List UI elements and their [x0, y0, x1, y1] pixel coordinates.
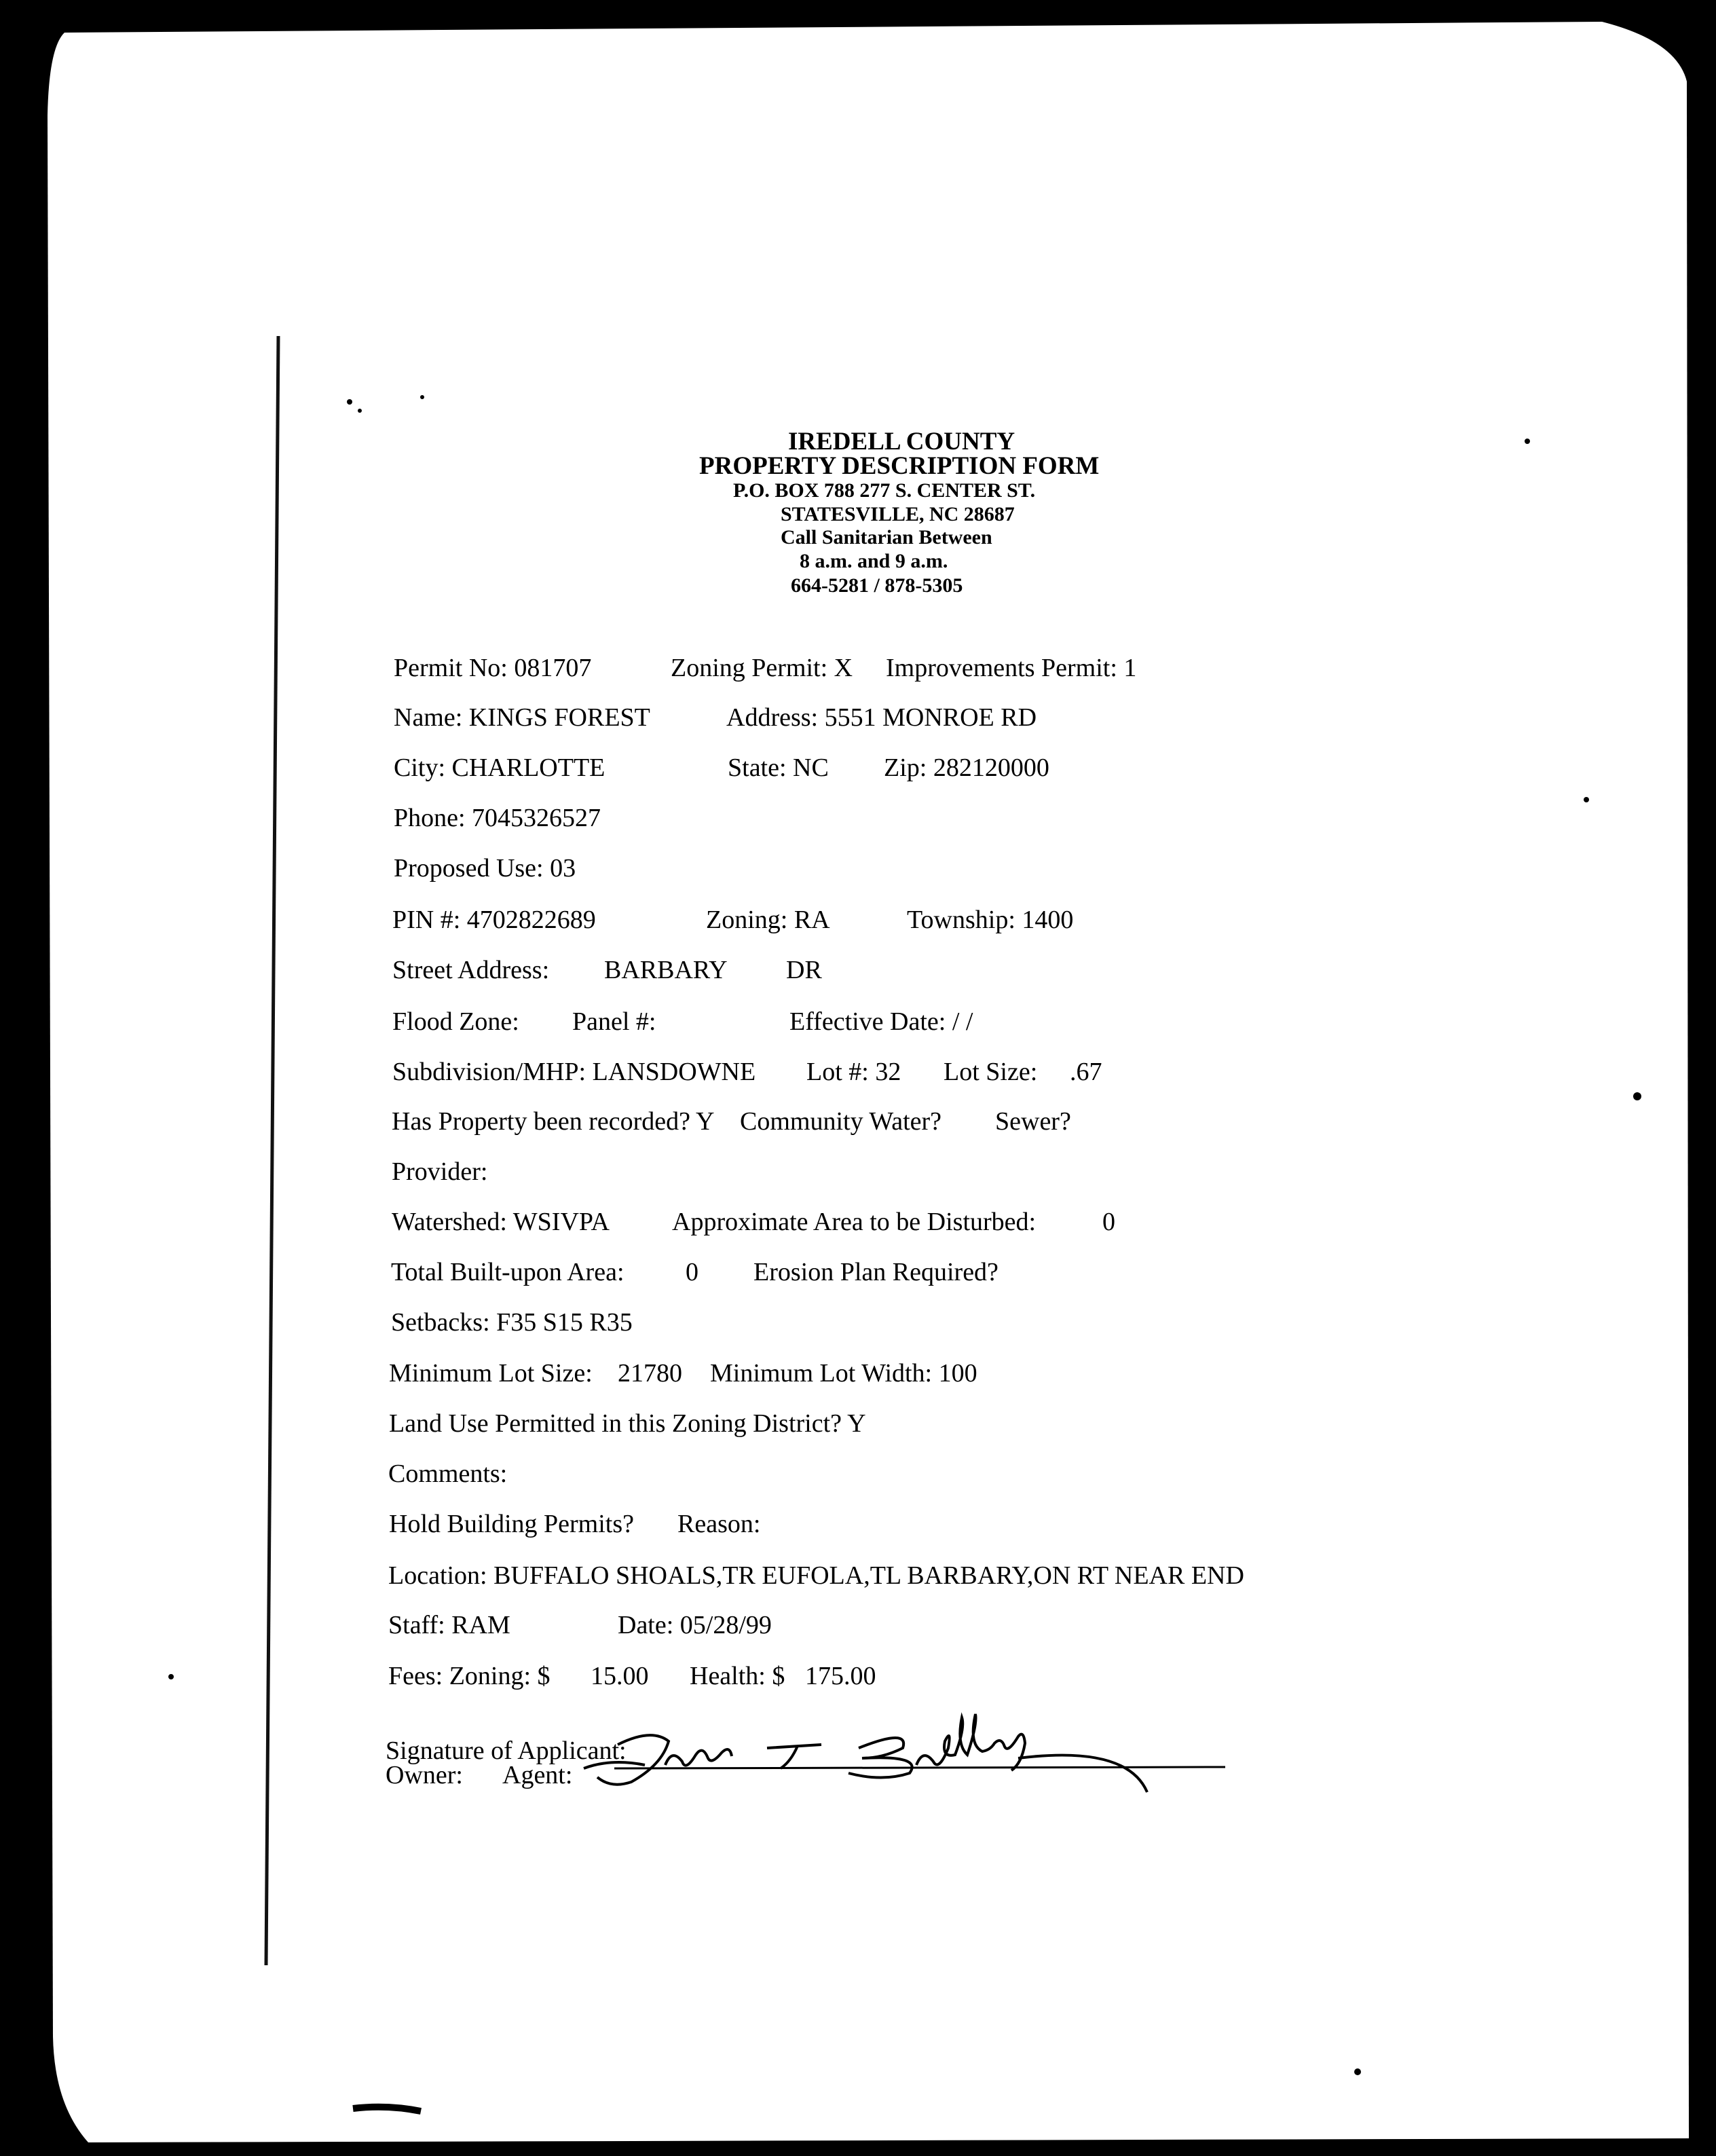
fees-zoning-label: Fees: Zoning: $	[388, 1662, 551, 1690]
hold-permits: Hold Building Permits?	[389, 1510, 634, 1538]
header-address: P.O. BOX 788 277 S. CENTER ST.	[733, 479, 1036, 502]
signature-label: Signature of Applicant:	[386, 1736, 627, 1765]
community-water: Community Water?	[740, 1107, 942, 1136]
area-disturbed-label: Approximate Area to be Disturbed:	[672, 1208, 1037, 1236]
zoning-permit: Zoning Permit: X	[671, 654, 853, 682]
provider: Provider:	[392, 1157, 488, 1186]
street-address-label: Street Address:	[392, 956, 550, 984]
staff: Staff: RAM	[388, 1611, 510, 1639]
effective-date: Effective Date: / /	[789, 1007, 973, 1036]
property-recorded: Has Property been recorded? Y	[392, 1107, 715, 1136]
sewer: Sewer?	[995, 1107, 1071, 1136]
fees-zoning-value: 15.00	[591, 1662, 649, 1690]
phone: Phone: 7045326527	[394, 804, 601, 832]
panel-number: Panel #:	[572, 1007, 656, 1036]
watershed: Watershed: WSIVPA	[392, 1208, 610, 1236]
min-lot-size-value: 21780	[618, 1359, 682, 1388]
city: City: CHARLOTTE	[394, 754, 605, 782]
flood-zone: Flood Zone:	[392, 1007, 519, 1036]
zip: Zip: 282120000	[884, 754, 1049, 782]
form-title: PROPERTY DESCRIPTION FORM	[699, 452, 1100, 480]
lot-number: Lot #: 32	[806, 1058, 901, 1086]
pin-number: PIN #: 4702822689	[392, 906, 596, 934]
street-suffix: DR	[786, 956, 822, 984]
header-call-note: Call Sanitarian Between	[781, 526, 992, 549]
lot-size-label: Lot Size:	[944, 1058, 1038, 1086]
state: State: NC	[728, 754, 829, 782]
fees-health-label: Health: $	[690, 1662, 785, 1690]
built-upon-label: Total Built-upon Area:	[391, 1258, 624, 1286]
setbacks: Setbacks: F35 S15 R35	[391, 1308, 633, 1337]
applicant-address: Address: 5551 MONROE RD	[726, 703, 1037, 732]
land-use-permitted: Land Use Permitted in this Zoning District? Y	[389, 1409, 866, 1438]
built-upon-value: 0	[686, 1258, 698, 1286]
improvements-permit: Improvements Permit: 1	[886, 654, 1137, 682]
header-city-state: STATESVILLE, NC 28687	[781, 503, 1015, 525]
erosion-plan: Erosion Plan Required?	[753, 1258, 999, 1286]
street-name: BARBARY	[604, 956, 728, 984]
lot-size-value: .67	[1070, 1058, 1102, 1086]
permit-number: Permit No: 081707	[394, 654, 592, 682]
header-hours: 8 a.m. and 9 a.m.	[800, 550, 948, 572]
zoning: Zoning: RA	[706, 906, 830, 934]
proposed-use: Proposed Use: 03	[394, 854, 576, 882]
county-title: IREDELL COUNTY	[788, 428, 1015, 456]
fees-health-value: 175.00	[805, 1662, 876, 1690]
date: Date: 05/28/99	[618, 1611, 772, 1639]
agent-label: Agent:	[502, 1761, 573, 1789]
township: Township: 1400	[907, 906, 1074, 934]
location: Location: BUFFALO SHOALS,TR EUFOLA,TL BARBARY,ON RT NEAR END	[388, 1561, 1244, 1590]
min-lot-width: Minimum Lot Width: 100	[710, 1359, 977, 1388]
owner-label: Owner:	[386, 1761, 463, 1789]
applicant-name: Name: KINGS FOREST	[394, 703, 650, 732]
area-disturbed-value: 0	[1102, 1208, 1115, 1236]
header-phones: 664-5281 / 878-5305	[791, 574, 963, 597]
min-lot-size-label: Minimum Lot Size:	[389, 1359, 593, 1388]
comments: Comments:	[388, 1460, 508, 1488]
reason: Reason:	[677, 1510, 761, 1538]
subdivision: Subdivision/MHP: LANSDOWNE	[392, 1058, 756, 1086]
